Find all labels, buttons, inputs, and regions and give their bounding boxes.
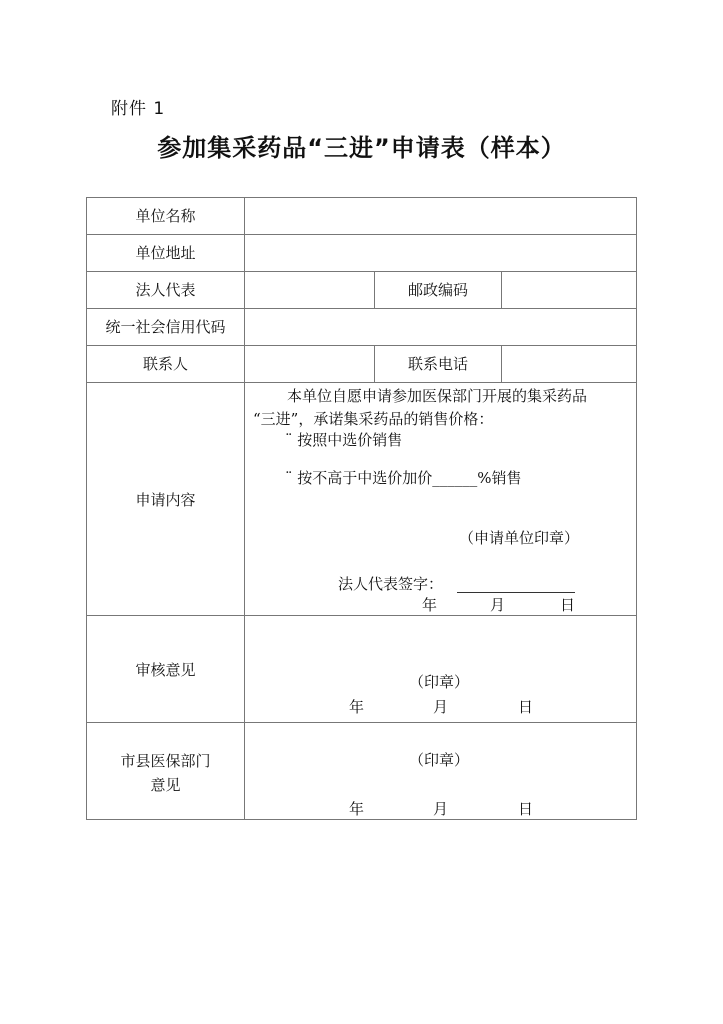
attachment-label: 附件 1 — [111, 99, 166, 119]
option-markup-price[interactable] — [285, 468, 522, 488]
application-label: 申请内容 — [135, 491, 196, 509]
legal-rep-field[interactable] — [245, 272, 374, 308]
city-county-seal-text: （印章） — [409, 751, 470, 769]
markup-percent-blank[interactable]: ______ — [432, 469, 478, 487]
unit-name-label: 单位名称 — [135, 207, 196, 225]
credit-code-field[interactable] — [245, 309, 636, 345]
postal-code-label: 邮政编码 — [407, 281, 468, 299]
option-winning-price[interactable]: ¨ 按照中选价销售 — [285, 431, 403, 449]
signature-line[interactable] — [457, 592, 575, 593]
city-county-year: 年 — [349, 800, 365, 818]
application-paragraph-line2: “三进”，承诺集采药品的销售价格： — [253, 410, 494, 428]
application-form-table — [86, 197, 637, 820]
row-divider — [87, 615, 636, 616]
review-day: 日 — [518, 698, 534, 716]
contact-phone-label: 联系电话 — [407, 355, 468, 373]
legal-rep-label: 法人代表 — [135, 281, 196, 299]
contact-phone-field[interactable] — [502, 346, 636, 382]
unit-address-field[interactable] — [245, 235, 636, 271]
review-year: 年 — [349, 698, 365, 716]
postal-code-field[interactable] — [502, 272, 636, 308]
contact-field[interactable] — [245, 346, 374, 382]
application-year: 年 — [422, 596, 438, 614]
review-month: 月 — [433, 698, 449, 716]
applicant-seal-text: （申请单位印章） — [459, 529, 580, 547]
form-title: 参加集采药品“三进”申请表（样本） — [157, 134, 566, 162]
review-seal-text: （印章） — [409, 673, 470, 691]
option-markup-suffix: %销售 — [477, 469, 522, 487]
row-divider — [87, 722, 636, 723]
city-county-label-line1: 市县医保部门 — [120, 752, 211, 770]
row-divider — [87, 382, 636, 383]
credit-code-label: 统一社会信用代码 — [105, 318, 226, 336]
application-month: 月 — [490, 596, 506, 614]
unit-name-field[interactable] — [245, 198, 636, 234]
review-label: 审核意见 — [135, 661, 196, 679]
application-day: 日 — [560, 596, 576, 614]
city-county-month: 月 — [433, 800, 449, 818]
unit-address-label: 单位地址 — [135, 244, 196, 262]
city-county-label-line2: 意见 — [150, 776, 181, 794]
application-paragraph-line1: 本单位自愿申请参加医保部门开展的集采药品 — [287, 387, 588, 405]
contact-label: 联系人 — [142, 355, 188, 373]
option-markup-prefix: ¨ 按不高于中选价加价 — [285, 469, 433, 487]
legal-signature-label: 法人代表签字： — [338, 575, 444, 593]
city-county-day: 日 — [518, 800, 534, 818]
